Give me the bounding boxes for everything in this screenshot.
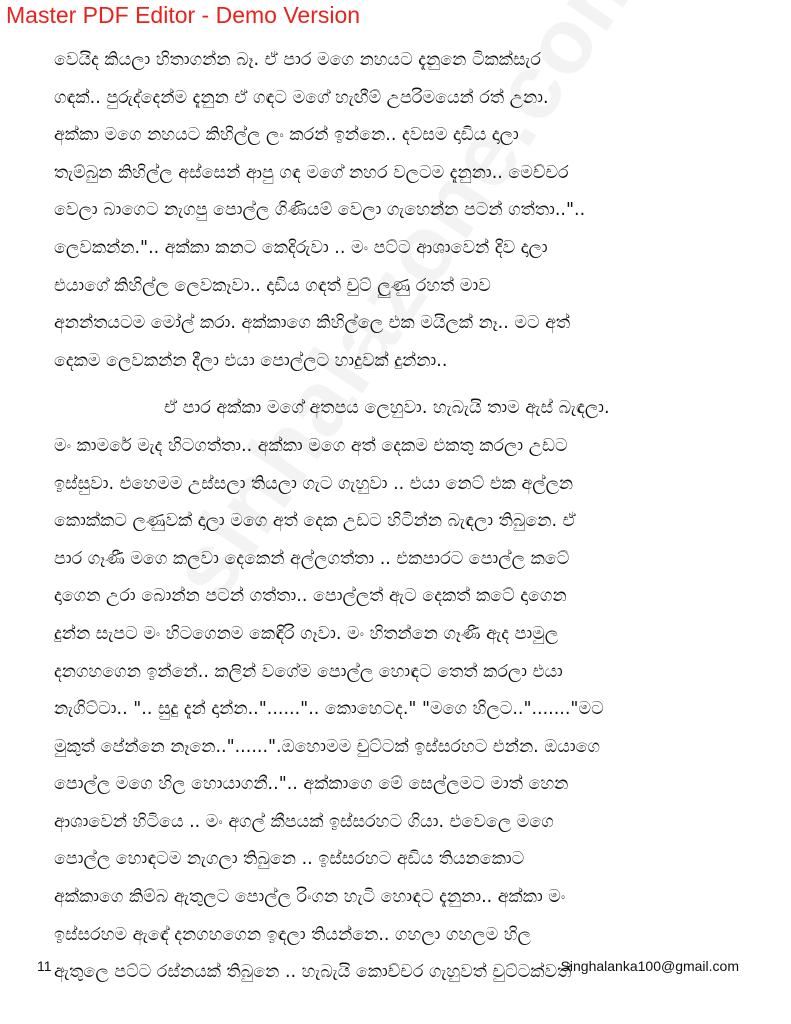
text-line: ගඳක්.. පුරුද්දෙන්ම දැනුන ඒ ගඳට මගේ හැඟීම් උපරිමයෙන් රත් උනා. — [54, 87, 549, 108]
text-line: දෙකම ලෙවකන්න දීලා එයා පොල්ලට හාදුවක් දුන්නා.. — [54, 350, 448, 371]
text-line: ඉස්සුවා. එහෙමම උස්සලා තියලා ගැට ගැහුවා .. එයා නෙට් එක අල්ලන — [54, 473, 574, 494]
story-body — [54, 42, 744, 992]
text-line: කොක්කට ලණුවක් දාලා මගෙ අත් දෙක උඩට හිටින්න බැඳලා තිබුනෙ. ඒ — [54, 511, 576, 532]
text-line: දාගෙන උරා බොන්න පටන් ගත්තා.. පොල්ලත් ඇට දෙකත් කටේ දාගෙන — [54, 586, 567, 607]
text-line: වෙලා බාගෙට නැගපු පොල්ල ගිණියම් වෙලා ගැහෙන්න පටන් ගත්තා..".. — [54, 200, 586, 221]
text-line: දනගහගෙන ඉන්නේ.. කලින් වගේම පොල්ල හොඳට තෙත් කරලා එයා — [54, 661, 563, 682]
paragraph-1 — [54, 42, 744, 380]
text-line: ලෙවකන්න.".. අක්කා කනට කෙදිරුවා .. මං පට්ට ආශාවෙන් දිව දාලා — [54, 237, 548, 258]
text-line: නැගිට්ටා.. ".. සුදු දැන් දාන්න.."......".. කොහෙටද." "මගෙ හිලට.."......."මට — [54, 699, 604, 720]
contact-email: Singhalanka100@gmail.com — [560, 958, 739, 974]
text-line: අක්කාගෙ කිම්බ ඇතුලට පොල්ල රිංගන හැටි හොඳට දැනුනා.. අක්කා මං — [54, 887, 566, 908]
text-line: එයාගේ කිහිල්ල ලෙවකෑවා.. දාඩිය ගඳත් චුට් ලුණු රහත් මාව — [54, 275, 491, 296]
page-number: 11 — [37, 958, 52, 974]
text-line: පොල්ල හොඳටම නැගලා තිබුනෙ .. ඉස්සරහට අඩිය තියනකොට — [54, 849, 525, 870]
text-line: වෙයිද කියලා හිතාගන්න බෑ. ඒ පාර මගෙ නහයට දැනුනෙ ටිකක්සැර — [54, 50, 541, 70]
text-line: පොල්ල මගෙ හිල හොයාගනී..".. අක්කාගෙ මේ සෙල්ලමට මාත් හෙන — [54, 774, 569, 795]
text-line: අක්කා මගෙ නහයට කිහිල්ල ලං කරන් ඉන්නෙ.. දවසම දාඩිය දාලා — [54, 125, 519, 146]
text-line: මුකුත් පේන්නෙ නෑනෙ.."......".ඔහොමම චුට්ටක් ඉස්සරහට එන්න. ඔයාගෙ — [54, 736, 601, 757]
text-line: ඇතුලෙ පට්ට රස්නයක් තිබුනෙ .. හැබැයි කොච්චර ගැහුවත් චුට්ටක්වත් — [54, 962, 572, 983]
text-line: මං කාමරේ මැද හිටගත්තා.. අක්කා මගෙ අත් දෙකම එකතු කරලා උඩට — [54, 435, 568, 456]
demo-version-banner: Master PDF Editor - Demo Version — [6, 2, 361, 28]
text-line: පාර ගෑණී මගෙ කලවා දෙකෙන් අල්ලගත්තා .. එකපාරට පොල්ල කටේ — [54, 548, 570, 569]
paragraph-2 — [54, 390, 744, 992]
text-line: ඉස්සරහම ඇඳේ දනගහගෙන ඉඳලා තියන්නෙ.. ගහලා ගහලම හිල — [54, 924, 531, 945]
text-line: අනන්තයටම මෝල් කරා. අක්කාගෙ කිහිල්ලෙ එක මයිලක් නෑ.. මට අත් — [54, 313, 571, 334]
text-line: ආශාවෙන් හිටියෙ .. මං අගල් කීපයක් ඉස්සරහට ගියා. එවෙලෙ මගෙ — [54, 811, 554, 832]
text-line: ඒ පාර අක්කා මගේ අතපය ලෙහුවා. හැබැයි තාම ඇස් බැඳලා. — [164, 398, 610, 419]
text-line: තැම්බුන කිහිල්ල අස්සෙන් ආපු ගඳ මගේ නහර වලටම දැනුනා.. මෙච්චර — [54, 162, 569, 183]
text-line: දුන්න සැපට මං හිටගෙනම කෙඳිරි ගෑවා. මං හිතන්නෙ ගෑණී ඇද පාමුල — [54, 623, 559, 644]
